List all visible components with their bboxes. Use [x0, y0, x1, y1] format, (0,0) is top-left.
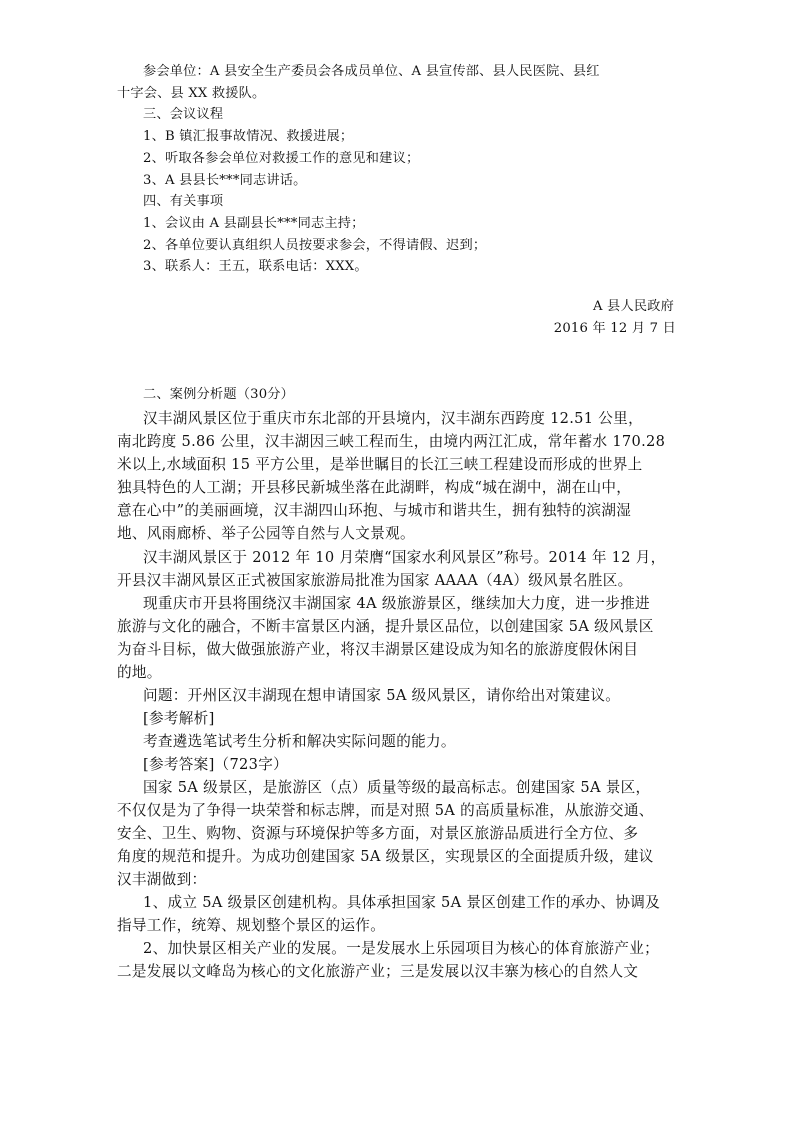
case-line-2: 南北跨度 5.86 公里，汉丰湖因三峡工程而生，由境内两江汇成，常年蓄水 170.28	[117, 433, 666, 450]
case-line-9: 现重庆市开县将围绕汉丰湖国家 4A 级旅游景区，继续加大力度，进一步推进	[143, 595, 650, 612]
analysis-text: 考查遴选笔试考生分析和解决实际问题的能力。	[143, 733, 456, 750]
answer-line-9: 二是发展以文峰岛为核心的文化旅游产业；三是发展以汉丰寨为核心的自然人文	[117, 963, 639, 980]
case-heading: 二、案例分析题（30分）	[143, 387, 295, 402]
answer-line-6: 1、成立 5A 级景区创建机构。具体承担国家 5A 景区创建工作的承办、协调及	[143, 894, 661, 911]
case-line-11: 为奋斗目标，做大做强旅游产业，将汉丰湖景区建设成为知名的旅游度假休闲目	[117, 641, 639, 658]
answer-line-4: 角度的规范和提升。为成功创建国家 5A 级景区，实现景区的全面提质升级，建议	[117, 848, 654, 865]
agenda-item-3: 3、A 县县长***同志讲话。	[143, 173, 307, 188]
agenda-heading: 三、会议议程	[143, 107, 224, 122]
answer-label: [参考答案]（723字）	[143, 756, 288, 773]
answer-line-7: 指导工作，统筹、规划整个景区的运作。	[117, 917, 386, 934]
answer-line-8: 2、加快景区相关产业的发展。一是发展水上乐园项目为核心的体育旅游产业；	[143, 940, 659, 957]
case-line-5: 意在心中”的美丽画境，汉丰湖四山环抱、与城市和谐共生，拥有独特的滨湖湿	[117, 502, 632, 519]
case-line-10: 旅游与文化的融合，不断丰富景区内涵，提升景区品位，以创建国家 5A 级风景区	[117, 618, 654, 635]
agenda-item-1: 1、B 镇汇报事故情况、救援进展；	[143, 129, 354, 144]
case-line-1: 汉丰湖风景区位于重庆市东北部的开县境内，汉丰湖东西跨度 12.51 公里，	[143, 410, 643, 427]
matters-item-3: 3、联系人：王五，联系电话：XXX。	[143, 259, 368, 274]
issuer-signature: A 县人民政府	[592, 299, 674, 314]
matters-heading: 四、有关事项	[143, 194, 224, 209]
case-line-12: 的地。	[117, 664, 162, 681]
case-line-6: 地、风雨廊桥、举子公园等自然与人文景观。	[117, 525, 415, 542]
attendees-line-1: 参会单位：A 县安全生产委员会各成员单位、A 县宣传部、县人民医院、县红	[143, 64, 600, 79]
answer-line-5: 汉丰湖做到：	[117, 871, 207, 888]
attendees-line-2: 十字会、县 XX 救援队。	[117, 86, 266, 101]
analysis-label: [参考解析]	[143, 710, 215, 727]
answer-line-2: 不仅仅是为了争得一块荣誉和标志牌，而是对照 5A 的高质量标准，从旅游交通、	[117, 802, 654, 819]
issue-date: 2016 年 12 月 7 日	[553, 321, 676, 336]
case-line-7: 汉丰湖风景区于 2012 年 10 月荣膺“国家水利风景区”称号。2014 年 12 月，	[143, 549, 666, 566]
agenda-item-2: 2、听取各参会单位对救援工作的意见和建议；	[143, 151, 420, 166]
case-line-3: 米以上,水域面积 15 平方公里，是举世瞩目的长江三峡工程建设而形成的世界上	[117, 456, 643, 473]
matters-item-2: 2、各单位要认真组织人员按要求参会，不得请假、迟到；	[143, 238, 487, 253]
case-line-8: 开县汉丰湖风景区正式被国家旅游局批准为国家 AAAA（4A）级风景名胜区。	[117, 572, 633, 589]
case-line-4: 独具特色的人工湖；开县移民新城坐落在此湖畔，构成“城在湖中，湖在山中，	[117, 479, 632, 496]
matters-item-1: 1、会议由 A 县副县长***同志主持；	[143, 216, 365, 231]
case-question: 问题：开州区汉丰湖现在想申请国家 5A 级风景区，请你给出对策建议。	[143, 687, 621, 704]
answer-line-1: 国家 5A 级景区，是旅游区（点）质量等级的最高标志。创建国家 5A 景区，	[143, 779, 651, 796]
answer-line-3: 安全、卫生、购物、资源与环境保护等多方面，对景区旅游品质进行全方位、多	[117, 825, 639, 842]
